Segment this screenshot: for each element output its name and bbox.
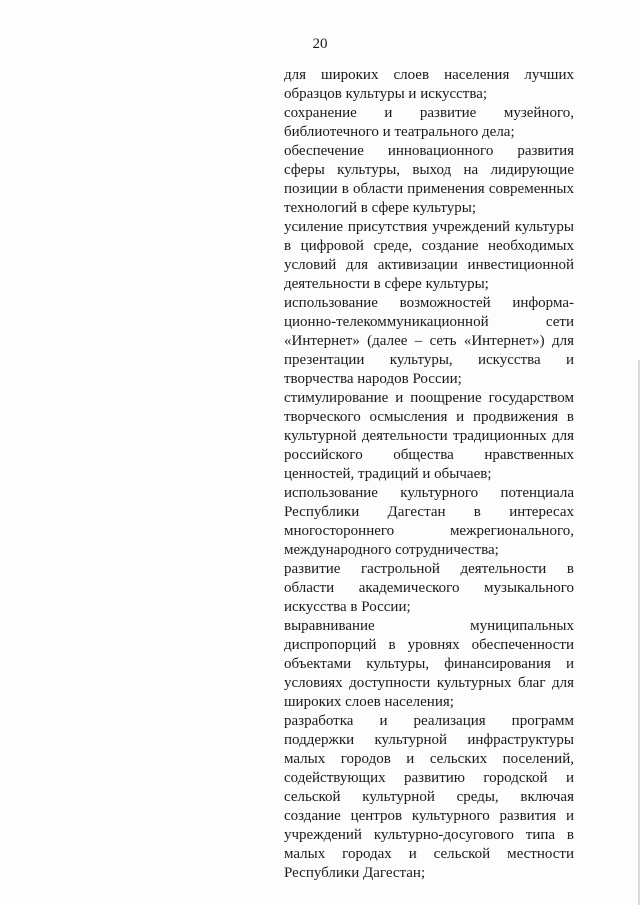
paragraph: для широких слоев населения лучших образцов культуры и искусства; [284,67,574,102]
paragraph: обеспечение инновационного развития сферы культуры, выход на лидирующие позиции в области применения современных технологий в сфере культуры; [284,143,574,216]
paragraph: стимулирование и поощрение государством творческого осмысления и продвижения в культурной деятельности традиционных для российского общества нравственных ценностей, традиций и обычаев; [284,390,574,482]
body-text [284,66,574,883]
paragraph: использование возможностей информационно-телекоммуникационной сети «Интернет» (далее – сеть «Интернет») для презентации культуры, искусства и творчества народов России; [284,295,574,387]
paragraph: выравнивание муниципальных диспропорций в уровнях обеспеченности объектами культуры, финансирования и условиях доступности культурных благ для широких слоев населения; [284,618,574,710]
paragraph: развитие гастрольной деятельности в области академического музыкального искусства в России; [284,561,574,615]
paragraph: разработка и реализация программ поддержки культурной инфраструктуры малых городов и сельских поселений, содействующих развитию городской и сельской культурной среды, включая создание центров культурного развития и учреждений культурно-досугового типа в малых городах и сельской местности Республики Дагестан; [284,713,574,881]
paragraph: усиление присутствия учреждений культуры в цифровой среде, создание необходимых условий для активизации инвестиционной деятельности в сфере культуры; [284,219,574,292]
paragraph: использование культурного потенциала Республики Дагестан в интересах многостороннего межрегионального, международного сотрудничества; [284,485,574,558]
paragraph: сохранение и развитие музейного, библиотечного и театрального дела; [284,105,574,140]
page-number: 20 [312,36,328,52]
